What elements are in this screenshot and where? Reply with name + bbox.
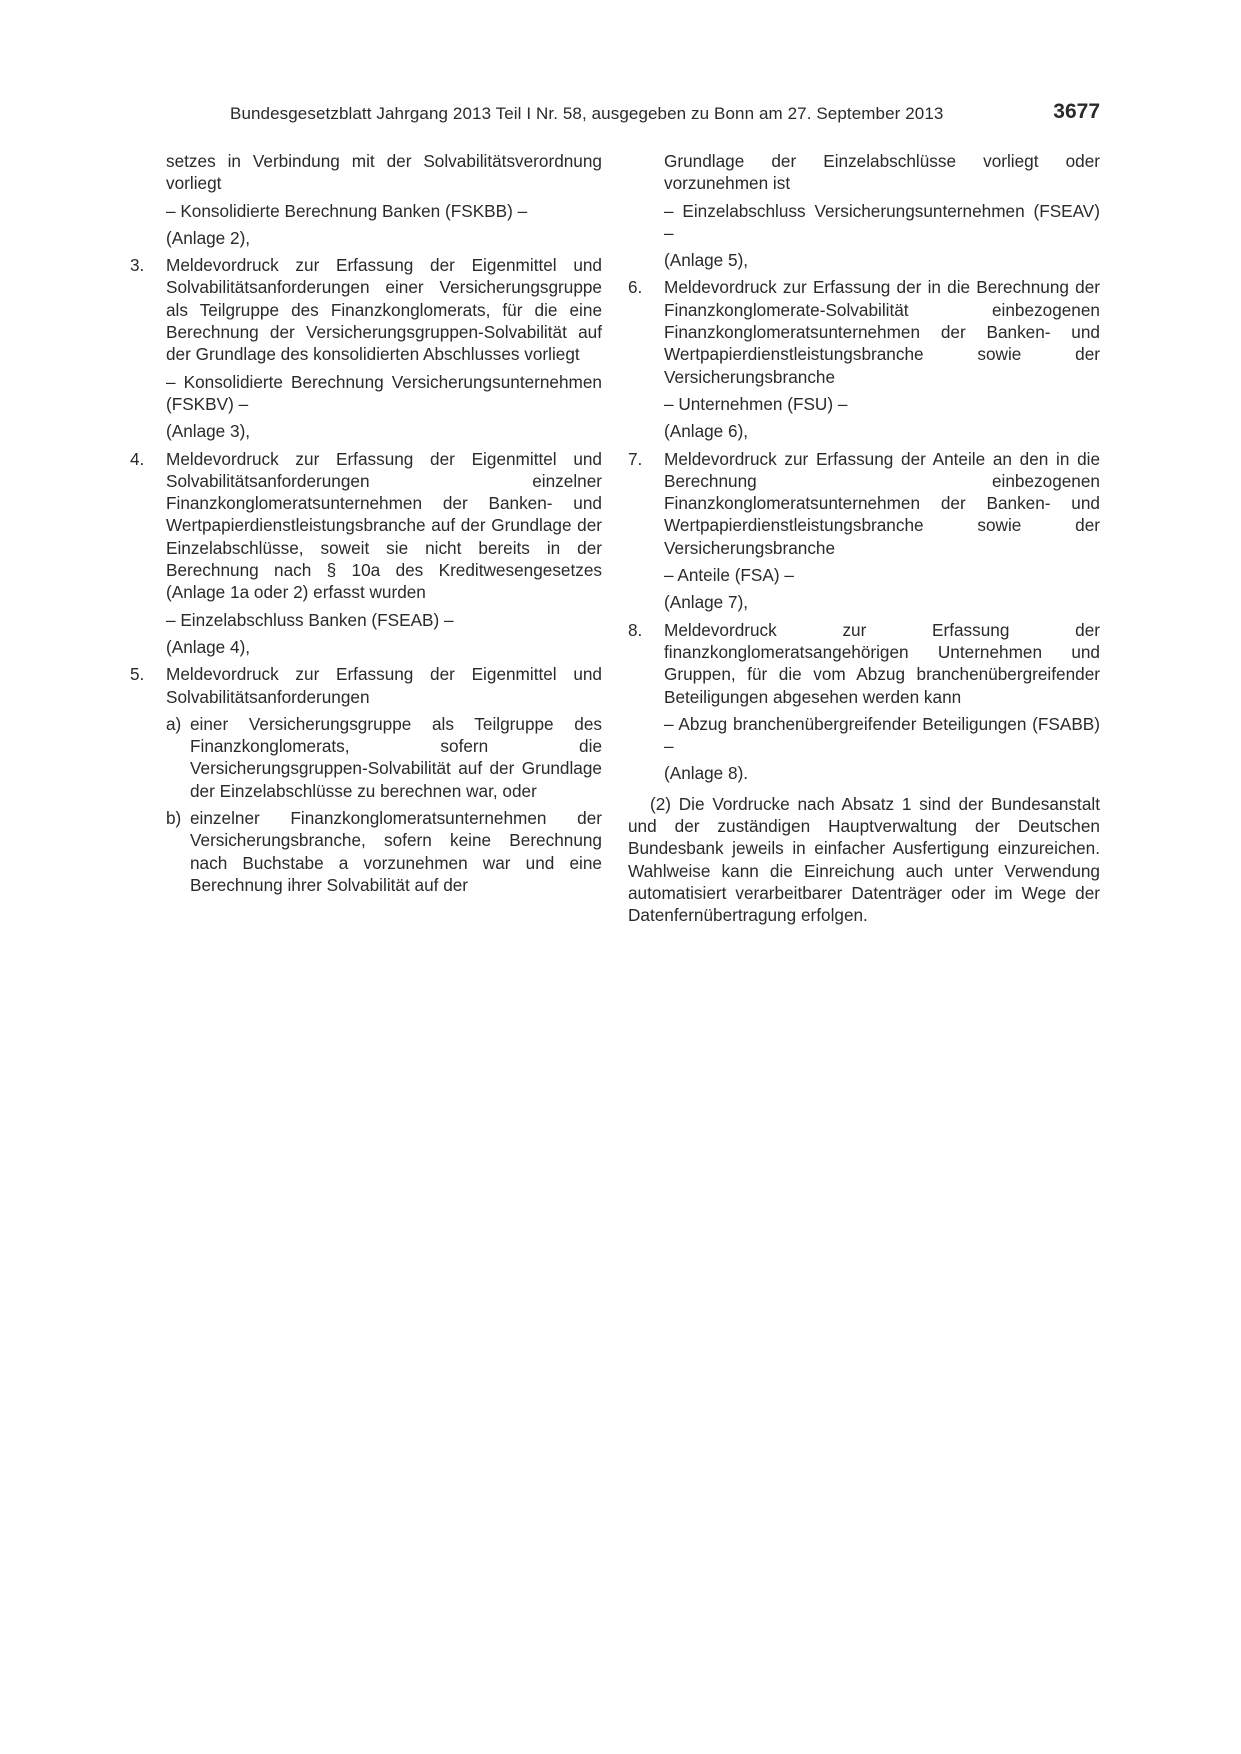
item-text: Meldevordruck zur Erfassung der Anteile an den in die Berechnung einbezogenen Finanzkonglomeratsunternehmen der Banken- und Wertpapierdienstleistungsbranche sowie der Versicherungsbranche	[664, 448, 1100, 558]
running-title: Bundesgesetzblatt Jahrgang 2013 Teil I Nr. 58, ausgegeben zu Bonn am 27. September 2013	[230, 104, 944, 123]
form-designation: – Abzug branchenübergreifender Beteiligungen (FSABB) –	[664, 713, 1100, 757]
right-column	[628, 150, 1100, 927]
sub-item-letter: b)	[166, 808, 182, 829]
list-item-5	[130, 663, 602, 708]
form-designation: – Einzelabschluss Banken (FSEAB) –	[166, 609, 454, 630]
item-text: Meldevordruck zur Erfassung der Eigenmittel und Solvabilitätsanforderungen einer Versicherungsgruppe als Teilgruppe des Finanzkonglomerats, für die eine Berechnung der Versicherungsgruppen-Solvabilität auf der Grundlage des konsolidierten Abschlusses vorliegt	[166, 255, 602, 365]
annex-reference: (Anlage 4),	[166, 636, 251, 657]
list-item-4	[130, 448, 602, 659]
annex-reference: (Anlage 3),	[166, 421, 251, 442]
item-text: Meldevordruck zur Erfassung der in die Berechnung der Finanzkonglomerate-Solvabilität einbezogenen Finanzkonglomeratsunternehmen der Banken- und Wertpapierdienstleistungsbranche sowie der Versicherungsbranche	[664, 277, 1100, 387]
sub-item-text: einer Versicherungsgruppe als Teilgruppe des Finanzkonglomerats, sofern die Versicherungsgruppen-Solvabilität auf der Grundlage der Einzelabschlüsse zu berechnen war, oder	[190, 713, 602, 801]
sub-item-text: einzelner Finanzkonglomeratsunternehmen der Versicherungsbranche, sofern keine Berechnung nach Buchstabe a vorzunehmen war und eine Berechnung ihrer Solvabilität auf der	[190, 808, 602, 895]
sub-item-letter: a)	[166, 713, 182, 734]
page-number: 3677	[1053, 100, 1100, 123]
sub-item-b	[130, 807, 602, 896]
item-number: 5.	[130, 664, 145, 685]
list-item-7	[628, 448, 1100, 614]
list-item-3	[130, 254, 602, 442]
annex-reference: (Anlage 5),	[664, 250, 749, 271]
list-item-6	[628, 276, 1100, 442]
item-number: 4.	[130, 448, 145, 469]
form-designation: – Einzelabschluss Versicherungsunternehmen (FSEAV) –	[664, 200, 1100, 243]
annex-reference: (Anlage 8).	[664, 763, 749, 784]
annex-reference: (Anlage 2),	[166, 227, 251, 248]
item-text: Meldevordruck zur Erfassung der finanzkonglomeratsangehörigen Unternehmen und Gruppen, für die vom Abzug branchenübergreifender Beteiligungen abgesehen werden kann	[664, 619, 1100, 707]
form-designation: – Konsolidierte Berechnung Versicherungsunternehmen (FSKBV) –	[166, 371, 602, 414]
form-designation: – Konsolidierte Berechnung Banken (FSKBB) –	[166, 200, 528, 221]
form-designation: – Anteile (FSA) –	[664, 565, 794, 586]
item-text: Meldevordruck zur Erfassung der Eigenmittel und Solvabilitätsanforderungen einzelner Finanzkonglomeratsunternehmen der Banken- und Wertpapierdienstleistungsbranche auf der Grundlage der Einzelabschlüsse, soweit sie nicht bereits in der Berechnung nach § 10a des Kreditwesengesetzes (Anlage 1a oder 2) erfasst wurden	[166, 448, 602, 603]
item-number: 8.	[628, 619, 643, 640]
annex-reference: (Anlage 7),	[664, 592, 749, 613]
page-header	[230, 100, 1100, 128]
item-number: 7.	[628, 448, 643, 469]
item-number: 6.	[628, 277, 643, 298]
continuation-text: Grundlage der Einzelabschlüsse vorliegt oder vorzunehmen ist	[664, 151, 1100, 194]
left-column	[130, 150, 602, 901]
form-designation: – Unternehmen (FSU) –	[664, 393, 848, 414]
sub-item-a	[130, 713, 602, 802]
paragraph-2: (2) Die Vordrucke nach Absatz 1 sind der Bundesanstalt und der zuständigen Hauptverwaltung der Deutschen Bundesbank jeweils in einfacher Ausfertigung einzureichen. Wahlweise kann die Einreichung auch unter Verwendung automatisiert verarbeitbarer Datenträger oder im Wege der Datenfernübertragung erfolgen.	[628, 793, 1100, 926]
annex-reference: (Anlage 6),	[664, 421, 749, 442]
item-text: Meldevordruck zur Erfassung der Eigenmittel und Solvabilitätsanforderungen	[166, 664, 602, 707]
continuation-text: setzes in Verbindung mit der Solvabilitätsverordnung vorliegt	[166, 151, 602, 194]
item-number: 3.	[130, 255, 145, 276]
list-item-8	[628, 619, 1100, 785]
